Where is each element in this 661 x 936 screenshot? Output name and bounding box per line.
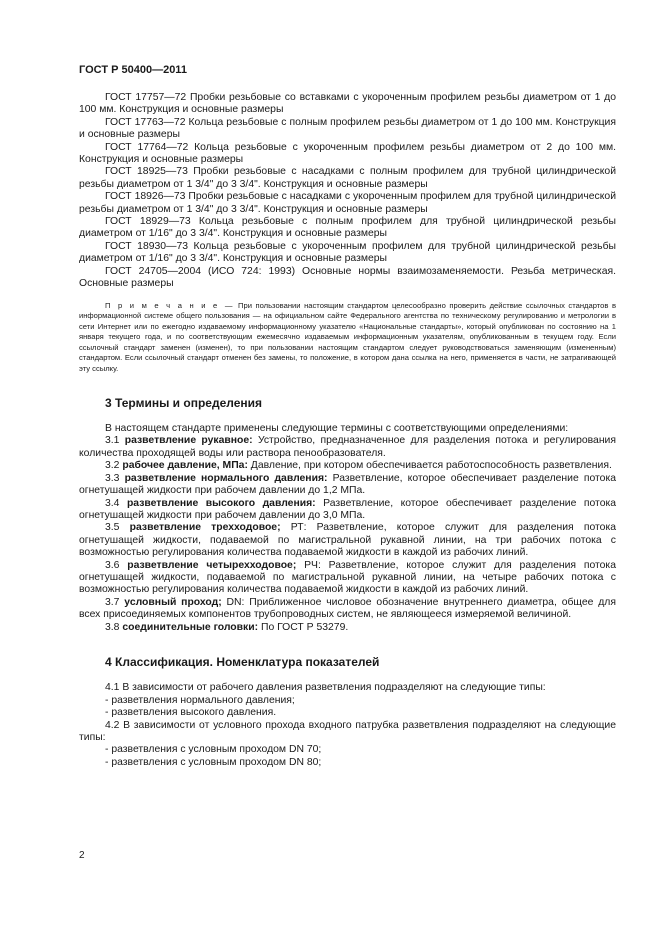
reference-item: ГОСТ 17764—72 Кольца резьбовые с укороченным профилем резьбы диаметром от 2 до 100 мм. Конструкция и основные размеры [79,141,616,166]
reference-item: ГОСТ 18925—73 Пробки резьбовые с насадками с полным профилем для трубной цилиндрической резьбы диаметром от 1 3/4" до 3 3/4". Конструкция и основные размеры [79,166,616,190]
section-3-intro: В настоящем стандарте применены следующие термины с соответствующими определениями: [105,423,569,435]
term-definition: 3.1 разветвление рукавное: Устройство, предназначенное для разделения потока и регулирования количества проходящей воды или раствора пенообразователя. [79,435,616,459]
reference-item: ГОСТ 18930—73 Кольца резьбовые с укороченным профилем для трубной цилиндрической резьбы диаметром от 1/16" до 3 3/4". Конструкция и основные размеры [79,240,616,265]
clause-4-2: 4.2 В зависимости от условного прохода входного патрубка разветвления подразделяют на следующие типы: [79,719,616,743]
page-number: 2 [79,850,85,861]
reference-item: ГОСТ 17763—72 Кольца резьбовые с полным профилем резьбы диаметром от 1 до 100 мм. Конструкция и основные размеры [79,116,616,141]
document-header: ГОСТ Р 50400—2011 [79,64,187,76]
section-4-heading: 4 Классификация. Номенклатура показателей [105,654,380,669]
term-definition: 3.6 разветвление четырехходовое; РЧ: Разветвление, которое служит для разделения потока огнетушащей жидкости, подаваемой по магистральной рукавной линии, на четыре рабочих потока с возможностью регулирования количества подаваемой жидкости в каждой из рабочих линий. [79,559,616,596]
reference-item: ГОСТ 18926—73 Пробки резьбовые с насадками с укороченным профилем для трубной цилиндрической резьбы диаметром от 1 3/4" до 3 3/4". Конструкция и основные размеры [79,191,616,215]
term-definition: 3.3 разветвление нормального давления: Разветвление, которое обеспечивает разделение потока огнетушащей жидкости при рабочем давлении до 1,2 МПа. [79,472,617,497]
term-definition: 3.8 соединительные головки: По ГОСТ Р 53279. [105,621,349,633]
reference-item: ГОСТ 17757—72 Пробки резьбовые со вставками с укороченным профилем резьбы диаметром от 1 до 100 мм. Конструкция и основные размеры [79,92,616,116]
term-definition: 3.2 рабочее давление, МПа: Давление, при котором обеспечивается работоспособность разветвления. [105,460,612,472]
note-text: При пользовании настоящим стандартом целесообразно проверить действие ссылочных стандартов в информационной системе общего пользования — на официальном сайте Федерального агентства по техническому регулированию и метрологии в сети Интернет или по ежегодно издаваемому информационному указателю «Национальные стандарты», который опубликован по состоянию на 1 января текущего года, и по соответствующим ежемесячно издаваемым информационным указателям, опубликованным в текущем году. Если ссылочный стандарт заменен (изменен), то при пользовании настоящим стандартом следует руководствоваться заменяющим (измененным) стандартом. Если ссылочный стандарт отменен без замены, то положение, в котором дана ссылка на него, применяется в части, не затрагивающей эту ссылку. [79,300,616,374]
clause-4-1: 4.1 В зависимости от рабочего давления разветвления подразделяют на следующие типы: [105,682,546,694]
list-item: - разветвления с условным проходом DN 80; [105,756,322,768]
reference-item: ГОСТ 24705—2004 (ИСО 724: 1993) Основные нормы взаимозаменяемости. Резьба метрическая. Основные размеры [79,265,616,290]
page-content [79,92,616,769]
term-definition: 3.7 условный проход; DN: Приближенное числовое обозначение внутреннего диаметра, общее для всех присоединяемых компонентов трубопроводных систем, не являющееся измеряемой величиной. [79,596,616,621]
note-label: П р и м е ч а н и е — [105,300,235,310]
section-3-heading: 3 Термины и определения [105,395,263,410]
list-item: - разветвления с условным проходом DN 70; [105,744,322,756]
term-definition: 3.4 разветвление высокого давления: Разветвление, которое обеспечивает разделение потока огнетушащей жидкости при рабочем давлении до 3,0 МПа. [79,497,617,521]
term-definition: 3.5 разветвление трехходовое; РТ: Разветвление, которое служит для разделения потока огнетушащей жидкости, подаваемой по магистральной рукавной линии, на три рабочих потока с возможностью регулирования количества подаваемой жидкости в каждой из рабочих линий. [79,522,617,559]
note [79,301,616,375]
list-item: - разветвления высокого давления. [105,707,277,719]
reference-item: ГОСТ 18929—73 Кольца резьбовые с полным профилем для трубной цилиндрической резьбы диаметром от 1/16" до 3 3/4". Конструкция и основные размеры [79,216,616,240]
list-item: - разветвления нормального давления; [105,694,295,706]
